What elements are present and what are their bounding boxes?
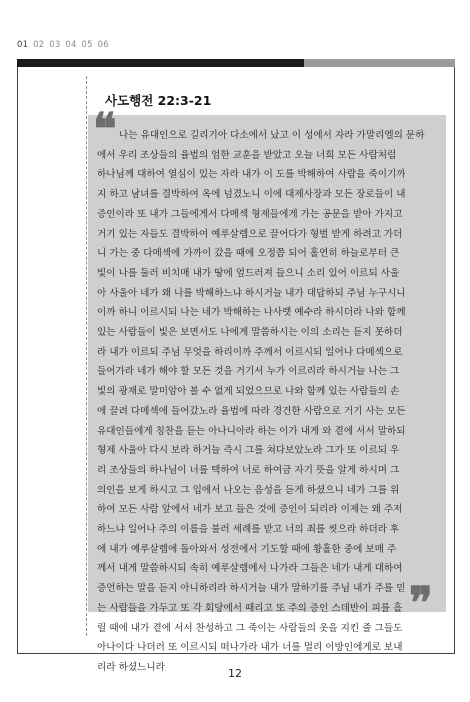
page-number: 12 <box>228 667 242 680</box>
scripture-line: 하나님께 대하여 열심이 있는 자라 내가 이 도를 박해하여 사람을 죽이기까 <box>97 169 406 181</box>
scripture-line: 리 조상들의 하나님이 너를 택하여 너로 하여금 자기 뜻을 알게 하시며 그 <box>97 464 400 476</box>
header-bar-grey <box>304 59 455 67</box>
chapter-nav-item[interactable]: 05 <box>81 40 93 50</box>
scripture-line: 나는 유대인으로 길리기아 다소에서 났고 이 성에서 자라 가말리엘의 문하 <box>119 130 425 141</box>
scripture-line: 들어가라 네가 해야 할 모든 것을 거기서 누가 이르리라 하시거늘 나는 그 <box>97 366 400 378</box>
close-quote-icon: ❞ <box>409 578 433 629</box>
scripture-line: 릴 때에 내가 곁에 서서 찬성하고 그 죽이는 사람들의 옷을 지킨 줄 그들도 <box>97 622 403 634</box>
chapter-nav-item[interactable]: 01 <box>17 40 29 50</box>
scripture-line: 빛의 광채로 말미암아 볼 수 없게 되었으므로 나와 함께 있는 사람들의 손 <box>97 386 400 398</box>
chapter-nav-item[interactable]: 02 <box>33 40 45 50</box>
scripture-line: 니 가는 중 다메섹에 가까이 갔을 때에 오정쯤 되어 홀연히 하늘로부터 큰 <box>97 248 400 260</box>
scripture-line: 형제 사울아 다시 보라 하거늘 즉시 그를 쳐다보았노라 그가 또 이르되 우 <box>97 445 400 457</box>
scripture-line: 증언하는 말을 듣지 아니하리라 하시거늘 내가 말하기를 주님 내가 주를 믿 <box>97 583 406 595</box>
scripture-line: 아나이다 나더러 또 이르시되 떠나가라 내가 너를 멀리 이방인에게로 보내 <box>97 642 403 654</box>
scripture-text <box>97 126 437 678</box>
passage-reference-heading: 사도행전 22:3-21 <box>105 93 212 108</box>
header-bar-dark <box>17 59 304 67</box>
chapter-nav-item[interactable]: 06 <box>97 40 109 50</box>
chapter-nav <box>17 40 111 50</box>
scripture-line: 리라 하셨느니라 <box>97 661 165 673</box>
scripture-line: 아 사울아 네가 왜 나를 박해하느냐 하시거늘 내가 대답하되 주님 누구시니 <box>97 287 406 299</box>
scripture-line: 있는 사람들이 빛은 보면서도 나에게 말씀하시는 이의 소리는 듣지 못하더 <box>97 327 403 339</box>
scripture-line: 유대인들에게 칭찬을 듣는 아나니아라 하는 이가 내게 와 곁에 서서 말하되 <box>97 425 406 437</box>
scripture-line: 는 사람들을 가두고 또 각 회당에서 때리고 또 주의 증인 스데반이 피를 흘 <box>97 602 403 614</box>
scripture-line: 거기 있는 자들도 결박하여 예루살렘으로 끌어다가 형벌 받게 하려고 가더 <box>97 228 403 240</box>
chapter-nav-item[interactable]: 03 <box>49 40 61 50</box>
scripture-line: 빛이 나를 둘러 비치매 내가 땅에 엎드러져 들으니 소리 있어 이르되 사울 <box>97 267 400 279</box>
scripture-line: 에 끌려 다메섹에 들어갔노라 율법에 따라 경건한 사람으로 거기 사는 모든 <box>97 405 406 417</box>
scripture-line: 의인을 보게 하시고 그 입에서 나오는 음성을 듣게 하셨으니 네가 그를 위 <box>97 484 400 496</box>
scripture-line: 라 내가 이르되 주님 무엇을 하리이까 주께서 이르시되 일어나 다메섹으로 <box>97 346 403 358</box>
scripture-line: 하여 모든 사람 앞에서 네가 보고 들은 것에 증인이 되리라 이제는 왜 주저 <box>97 504 403 516</box>
scripture-line: 에서 우리 조상들의 율법의 엄한 교훈을 받았고 오늘 너희 모든 사람처럼 <box>97 149 397 161</box>
scripture-line: 증인이라 또 내가 그들에게서 다메섹 형제들에게 가는 공문을 받아 가지고 <box>97 208 403 220</box>
margin-dashed-rule <box>86 76 87 636</box>
scripture-line: 께서 내게 말씀하시되 속히 예루살렘에서 나가라 그들은 네가 내게 대하여 <box>97 563 403 575</box>
chapter-nav-item[interactable]: 04 <box>65 40 77 50</box>
open-quote-icon: ❝ <box>93 104 117 155</box>
scripture-line: 하느냐 일어나 주의 이름을 불러 세례를 받고 너의 죄를 씻으라 하더라 후 <box>97 524 400 536</box>
scripture-line: 지 하고 남녀를 결박하여 옥에 넘겼노니 이에 대제사장과 모든 장로들이 내 <box>97 189 406 201</box>
scripture-line: 에 내가 예루살렘에 돌아와서 성전에서 기도할 때에 황홀한 중에 보매 주 <box>97 543 397 555</box>
scripture-line: 이까 하니 이르시되 나는 네가 박해하는 나사렛 예수라 하시더라 나와 함께 <box>97 307 406 319</box>
